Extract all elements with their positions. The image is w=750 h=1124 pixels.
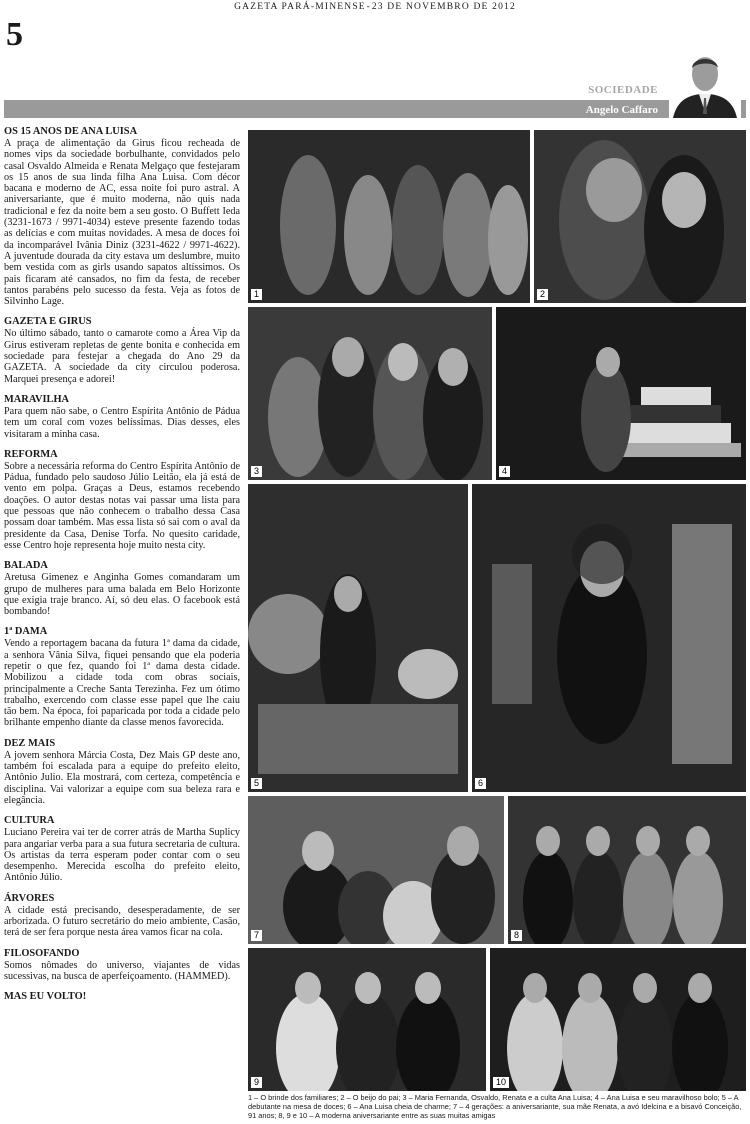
photo-number: 5 bbox=[251, 778, 262, 789]
newspaper-name: GAZETA PARÁ-MINENSE bbox=[234, 2, 366, 12]
photo-number: 7 bbox=[251, 930, 262, 941]
photo-number: 10 bbox=[493, 1077, 509, 1088]
article-title: MAS EU VOLTO! bbox=[4, 991, 87, 1003]
article-body: A cidade está precisando, desesperadamente, de ser arborizada. O futuro secretário do meio ambiente, Casão, terá de ser fera porque nesta área vamos ficar na cola. bbox=[4, 904, 240, 939]
photo-9 bbox=[248, 948, 486, 1091]
columnist-name: Angelo Caffaro bbox=[585, 104, 658, 116]
article-body: No último sábado, tanto o camarote como a Área Vip da Girus estiveram repletas de gente bonita e conhecida em sociedade para festejar a chegada do Ano 29 da GAZETA. A sociedade da city circulou poderosa. Marquei presença e adorei! bbox=[4, 328, 240, 385]
article-title: MARAVILHA bbox=[4, 393, 70, 405]
photo-number: 8 bbox=[511, 930, 522, 941]
photo-number: 4 bbox=[499, 466, 510, 477]
photo-number: 6 bbox=[475, 778, 486, 789]
photo-captions: 1 – O brinde dos familiares; 2 – O beijo do pai; 3 – Maria Fernanda, Osvaldo, Renata e a culta Ana Luisa; 4 – Ana Luisa e seu maravilhoso bolo; 5 – A debutante na mesa de doces; 6 – Ana Luisa cheia de charme; 7 – 4 gerações: a aniversariante, sua mãe Renata, a avó Idelcina e a bisavó Conceição, 91 anos; 8, 9 e 10 – A moderna aniversariante entre as suas muitas amigas bbox=[248, 1093, 742, 1120]
article-title: FILOSOFANDO bbox=[4, 947, 80, 959]
article-body: Aretusa Gimenez e Anginha Gomes comandaram um grupo de mulheres para uma balada em Belo Horizonte que exigia traje branco. Aí, só deu elas. O facebook está bombando! bbox=[4, 572, 240, 618]
article-body: A jovem senhora Márcia Costa, Dez Mais GP deste ano, também foi escalada para a equipe do prefeito eleito, Antônio Julio. Ela mostrará, com certeza, competência e disciplina. Vai valorizar a equipe com sua beleza rara e elegância. bbox=[4, 749, 240, 806]
photo-3 bbox=[248, 307, 492, 480]
photo-7 bbox=[248, 796, 504, 944]
photo-2 bbox=[534, 130, 746, 303]
photo-6 bbox=[472, 484, 746, 792]
article-title: CULTURA bbox=[4, 815, 55, 827]
photo-number: 1 bbox=[251, 289, 262, 300]
page-number: 5 bbox=[6, 16, 23, 53]
article-body: Para quem não sabe, o Centro Espírita Antônio de Pádua tem um coral com vozes belíssimas. Dias desses, eles visitaram a minha casa. bbox=[4, 405, 240, 440]
photo-5 bbox=[248, 484, 468, 792]
photo-4 bbox=[496, 307, 746, 480]
photo-number: 2 bbox=[537, 289, 548, 300]
article-title: BALADA bbox=[4, 560, 48, 572]
photo-1 bbox=[248, 130, 530, 303]
article-body: Sobre a necessária reforma do Centro Espírita Antônio de Pádua, fundado pelo saudoso Júlio Leitão, ela já está de vento em polpa. Graças a Deus, estamos recebendo doações. O autor destas notas vai passar uma lista para que pessoas que não conhecem o trabalho dessa Casa possam doar também. Mas essa lista só sai com o aval da presidente da Casa, Denise Torfa. No quesito caridade, esse Centro hoje representa hoje muito nesta city. bbox=[4, 460, 240, 551]
article-title: GAZETA E GIRUS bbox=[4, 316, 92, 328]
masthead: GAZETA PARÁ-MINENSE-23 DE NOVEMBRO DE 2012 bbox=[234, 2, 516, 12]
article-body: Vendo a reportagem bacana da futura 1ª dama da cidade, a senhora Vânia Silva, fiquei pensando que ela poderia repetir o que fez, quando foi 1ª dama desta cidade. Mobilizou a cidade toda com obras sociais, principalmente a Creche Santa Terezinha. Fez um ótimo trabalho, exercendo com classe esse papel que lhe caiu tão bem. Na época, foi paparicada por toda a cidade pelo brilhante empenho diante da classe menos favorecida. bbox=[4, 638, 240, 729]
issue-date: 23 DE NOVEMBRO DE 2012 bbox=[371, 2, 516, 12]
photo-10 bbox=[490, 948, 746, 1091]
photo-number: 9 bbox=[251, 1077, 262, 1088]
article-title: ÁRVORES bbox=[4, 892, 55, 904]
article-title: OS 15 ANOS DE ANA LUISA bbox=[4, 126, 138, 137]
photo-8 bbox=[508, 796, 746, 944]
article-body: Somos nômades do universo, viajantes de vidas sucessivas, na busca de aperfeiçoamento. (HAMMED). bbox=[4, 959, 240, 982]
section-title: SOCIEDADE bbox=[588, 84, 658, 96]
articles-column bbox=[4, 126, 240, 1003]
columnist-portrait bbox=[669, 44, 741, 118]
photo-number: 3 bbox=[251, 466, 262, 477]
article-title: REFORMA bbox=[4, 448, 58, 460]
article-title: DEZ MAIS bbox=[4, 737, 56, 749]
article-body: Luciano Pereira vai ter de correr atrás de Martha Suplicy para angariar verba para a sua futura secretaria de cultura. Os artistas da terra esperam poder contar com o seu desempenho. Merecida escolha do prefeito eleito, Antônio Júlio. bbox=[4, 827, 240, 884]
article-body: A praça de alimentação da Girus ficou recheada de nomes vips da sociedade borbulhante, convidados pelo casal Osvaldo Almeida e Renata Melgaço que festejaram os 15 anos de sua linda filha Ana Luisa. Com décor bacana e moderno de AC, essa noite foi puro astral. A aniversariante, que é muito moderna, não quis nada tradicional e fez da noite bem a seu gosto. O Buffett Ieda (3231-1673 / 9971-4034) esteve presente fazendo todas as delícias e com muitas novidades. A mesa de doces foi da incomparável Ivânia Diniz (3231-4622 / 9971-4622). A juventude dourada da city estava um deslumbre, muito bem vestida com as girls usando sapatos altíssimos. Os pais ficaram até cansados, no fim da festa, de receber tantos parabéns pelo sucesso da festa. Veja as fotos de Silvinho Lage. bbox=[4, 138, 240, 308]
article-title: 1ª DAMA bbox=[4, 626, 48, 638]
